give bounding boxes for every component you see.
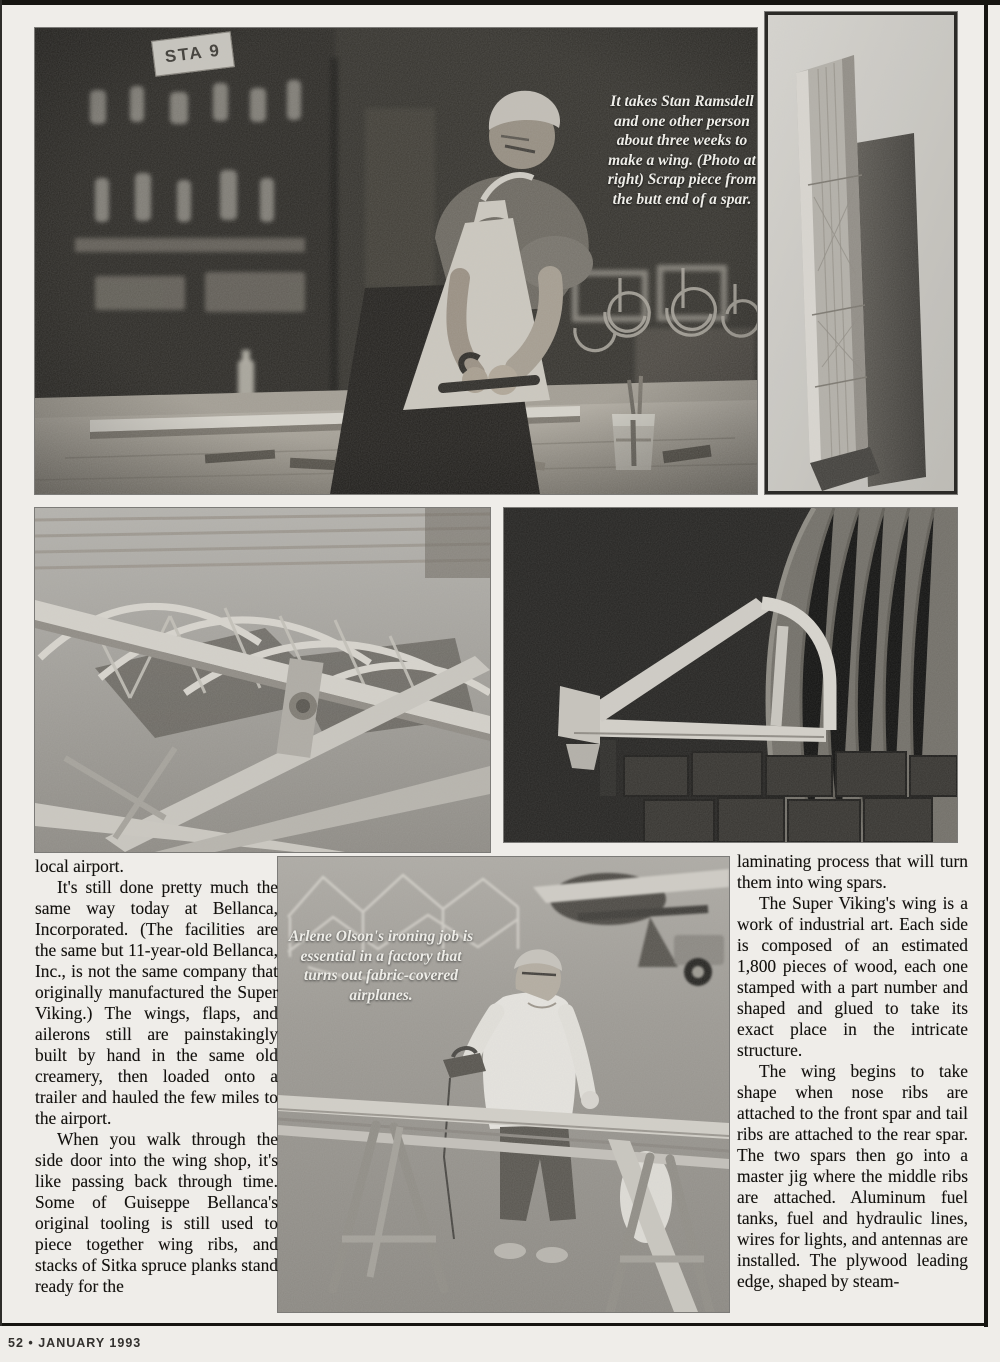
- article-paragraph: laminating process that will turn them into wing spars.: [737, 851, 968, 892]
- workshop-photo-caption: It takes Stan Ramsdell and one other person about three weeks to make a wing. (Photo at right) Scrap piece from the butt end of a spar.: [607, 93, 757, 208]
- wing-ribs-photo: [35, 508, 490, 852]
- article-paragraph: local airport.: [35, 856, 124, 876]
- article-right-column: [737, 851, 968, 1292]
- page-border-left: [0, 0, 2, 1326]
- article-paragraph: It's still done pretty much the same way today at Bellanca, Incorporated. (The facilities are the same but 11-year-old Bellanca, Inc., is not the same company that originally manufactured the Super Viking.) The wings, flaps, and ailerons still are painstakingly built by hand in the same old creamery, then loaded onto a trailer and hauled the few miles to the airport.: [35, 877, 278, 1128]
- workshop-photo: [35, 28, 757, 494]
- article-paragraph: When you walk through the side door into the wing shop, it's like passing back through time. Some of Guiseppe Bellanca's original tooling is still used to piece together wing ribs, and stacks of Sitka spruce planks stand ready for the: [35, 1129, 278, 1296]
- article-left-column: [35, 856, 278, 1297]
- ironing-photo: [278, 857, 729, 1312]
- article-paragraph: The wing begins to take shape when nose ribs are attached to the front spar and tail ribs are attached to the rear spar. The two spars then go into a master jig where the middle ribs are attached. Aluminum fuel tanks, fuel and hydraulic lines, wires for lights, and antennas are installed. The plywood leading edge, shaped by steam-: [737, 1061, 968, 1291]
- page-border-right: [984, 0, 988, 1327]
- page-footer: 52 • JANUARY 1993: [8, 1336, 142, 1350]
- page-border-top: [0, 0, 1000, 5]
- ironing-photo-caption: Arlene Olson's ironing job is essential in a factory that turns out fabric-covered airplanes.: [288, 928, 474, 1004]
- article-paragraph: The Super Viking's wing is a work of industrial art. Each side is composed of an estimated 1,800 pieces of wood, each one stamped with a part number and shaped and glued to take its exact place in the intricate structure.: [737, 893, 968, 1060]
- spar-photo: [765, 12, 957, 494]
- station-sign: STA 9: [151, 31, 235, 76]
- page-border-bottom: [0, 1323, 988, 1326]
- wingtip-photo: [504, 508, 957, 842]
